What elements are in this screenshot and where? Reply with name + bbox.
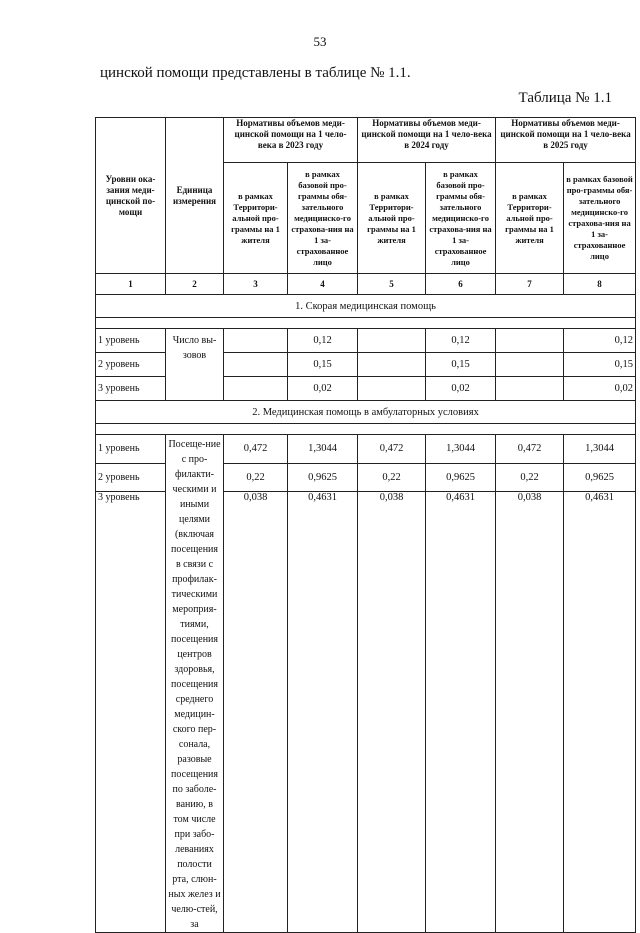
value-cell: 0,12 <box>288 329 358 353</box>
value-cell: 0,4631 <box>426 492 496 933</box>
table-row <box>96 435 636 464</box>
value-cell: 0,038 <box>224 492 288 933</box>
table-caption: Таблица № 1.1 <box>518 90 612 106</box>
intro-text: цинской помощи представлены в таблице № 1.1. <box>100 65 411 81</box>
value-cell <box>224 353 288 377</box>
section-title-emergency: 1. Скорая медицинская помощь <box>96 295 636 318</box>
value-cell: 0,02 <box>288 377 358 401</box>
section-header-row <box>96 295 636 318</box>
unit-cell-visits: Посеще-ние с про-филакти-ческими и иными целями (включая посещения в связи с профилак-тическими мероприя-тиями, посещения центров здоровья, посещения среднего медицин-ского пер-сонала, разовые посещения по заболе-ванию, в том числе при забо-леваниях полости рта, слюн-ных желез и челю-стей, за <box>166 435 224 933</box>
value-cell: 0,9625 <box>426 463 496 492</box>
column-number: 7 <box>496 274 564 295</box>
value-cell: 0,9625 <box>288 463 358 492</box>
header-basic-2025: в рамках базовой про-граммы обя-зательного медицинско-го страхова-ния на 1 за-страхованное лицо <box>564 163 636 274</box>
column-number: 5 <box>358 274 426 295</box>
header-basic-2024: в рамках базовой про-граммы обя-зательного медицинско-го страхова-ния на 1 за-страхованное лицо <box>426 163 496 274</box>
value-cell: 0,15 <box>288 353 358 377</box>
value-cell: 0,02 <box>564 377 636 401</box>
value-cell: 0,02 <box>426 377 496 401</box>
column-number: 3 <box>224 274 288 295</box>
header-basic-2023: в рамках базовой про-граммы обя-зательного медицинско-го страхова-ния на 1 за-страхованное лицо <box>288 163 358 274</box>
column-number: 1 <box>96 274 166 295</box>
value-cell: 0,15 <box>564 353 636 377</box>
level-cell: 2 уровень <box>96 463 166 492</box>
value-cell: 0,472 <box>496 435 564 464</box>
value-cell: 0,22 <box>496 463 564 492</box>
value-cell: 0,22 <box>224 463 288 492</box>
value-cell: 0,9625 <box>564 463 636 492</box>
level-cell: 3 уровень <box>96 377 166 401</box>
value-cell <box>358 353 426 377</box>
value-cell <box>224 329 288 353</box>
value-cell: 0,038 <box>358 492 426 933</box>
spacer-cell <box>96 424 636 435</box>
column-number: 2 <box>166 274 224 295</box>
value-cell: 0,22 <box>358 463 426 492</box>
value-cell: 0,4631 <box>564 492 636 933</box>
level-cell: 3 уровень <box>96 492 166 933</box>
level-cell: 2 уровень <box>96 353 166 377</box>
column-number: 8 <box>564 274 636 295</box>
value-cell: 0,12 <box>426 329 496 353</box>
value-cell: 0,038 <box>496 492 564 933</box>
level-cell: 1 уровень <box>96 329 166 353</box>
column-number-row <box>96 274 636 295</box>
column-number: 4 <box>288 274 358 295</box>
value-cell: 1,3044 <box>426 435 496 464</box>
value-cell: 0,12 <box>564 329 636 353</box>
value-cell: 0,472 <box>358 435 426 464</box>
page-number: 53 <box>313 34 327 49</box>
header-unit: Единица измерения <box>166 118 224 274</box>
value-cell <box>496 329 564 353</box>
value-cell <box>224 377 288 401</box>
section-header-row <box>96 401 636 424</box>
value-cell <box>358 377 426 401</box>
value-cell: 1,3044 <box>288 435 358 464</box>
value-cell <box>496 353 564 377</box>
header-territorial-2024: в рамках Территори-альной про-граммы на 1 жителя <box>358 163 426 274</box>
header-2025: Нормативы объемов меди-цинской помощи на 1 чело-века в 2025 году <box>496 118 636 163</box>
column-number: 6 <box>426 274 496 295</box>
spacer-cell <box>96 318 636 329</box>
table-row <box>96 329 636 353</box>
header-2023: Нормативы объемов меди-цинской помощи на 1 чело-века в 2023 году <box>224 118 358 163</box>
value-cell <box>496 377 564 401</box>
header-2024: Нормативы объемов меди-цинской помощи на 1 чело-века в 2024 году <box>358 118 496 163</box>
level-cell: 1 уровень <box>96 435 166 464</box>
header-territorial-2025: в рамках Территори-альной про-граммы на 1 жителя <box>496 163 564 274</box>
value-cell: 0,4631 <box>288 492 358 933</box>
value-cell: 0,472 <box>224 435 288 464</box>
header-level: Уровни ока-зания меди-цинской по-мощи <box>96 118 166 274</box>
value-cell: 0,15 <box>426 353 496 377</box>
value-cell <box>358 329 426 353</box>
norms-table <box>95 117 636 933</box>
header-territorial-2023: в рамках Территори-альной про-граммы на 1 жителя <box>224 163 288 274</box>
value-cell: 1,3044 <box>564 435 636 464</box>
section-title-ambulatory: 2. Медицинская помощь в амбулаторных условиях <box>96 401 636 424</box>
unit-cell-calls: Число вы-зовов <box>166 329 224 401</box>
